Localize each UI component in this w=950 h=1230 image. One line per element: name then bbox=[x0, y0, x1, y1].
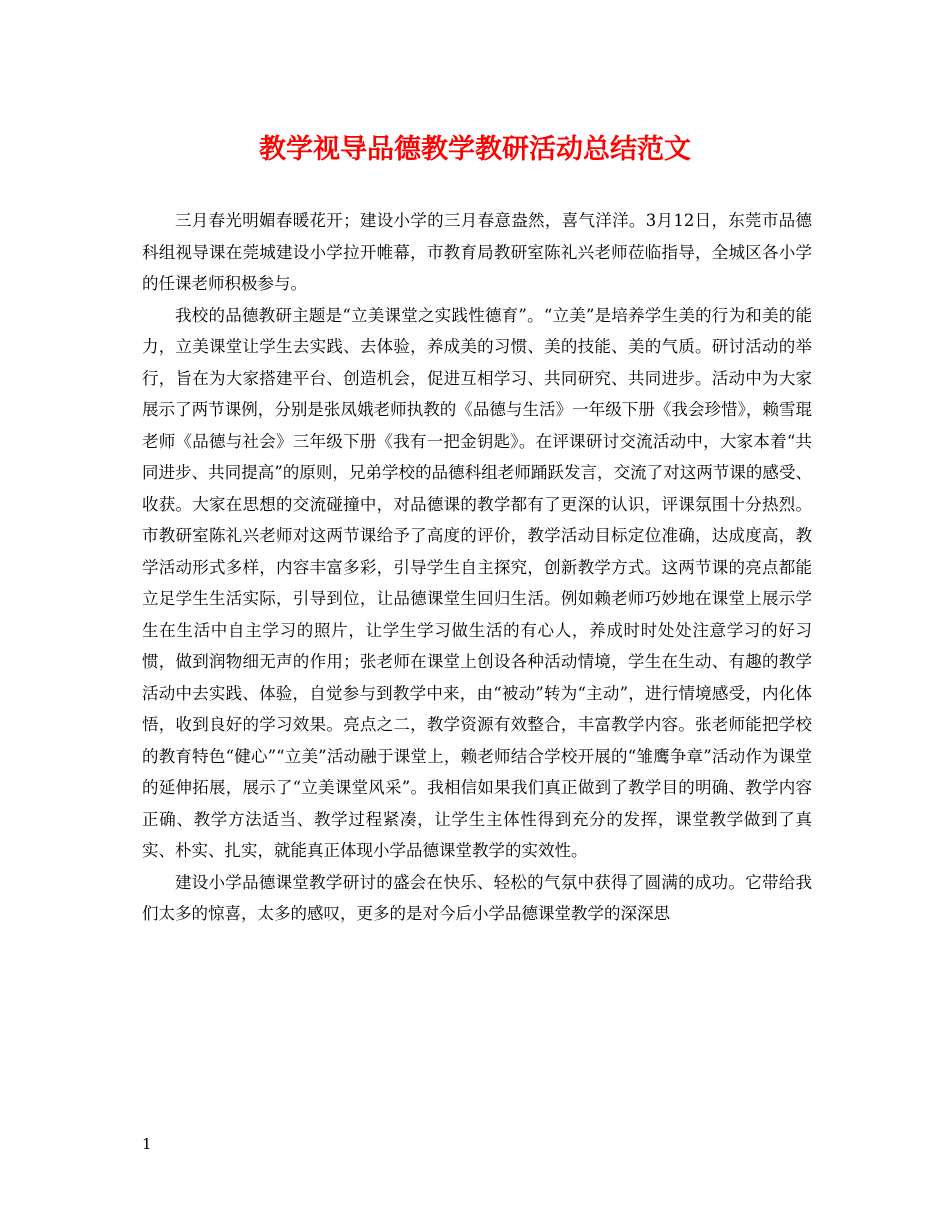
page-number: 1 bbox=[142, 1135, 152, 1153]
document-body bbox=[142, 205, 812, 930]
paragraph-2: 我校的品德教研主题是“立美课堂之实践性德育”。“立美”是培养学生美的行为和美的能力，立美课堂让学生去实践、去体验，养成美的习惯、美的技能、美的气质。研讨活动的举行，旨在为大家搭建平台、创造机会，促进互相学习、共同研究、共同进步。活动中为大家展示了两节课例，分别是张凤娥老师执教的《品德与生活》一年级下册《我会珍惜》，赖雪琨老师《品德与社会》三年级下册《我有一把金钥匙》。在评课研讨交流活动中，大家本着“共同进步、共同提高”的原则，兄弟学校的品德科组老师踊跃发言，交流了对这两节课的感受、收获。大家在思想的交流碰撞中，对品德课的教学都有了更深的认识，评课氛围十分热烈。市教研室陈礼兴老师对这两节课给予了高度的评价，教学活动目标定位准确，达成度高，教学活动形式多样，内容丰富多彩，引导学生自主探究，创新教学方式。这两节课的亮点都能立足学生生活实际，引导到位，让品德课堂生回归生活。例如赖老师巧妙地在课堂上展示学生在生活中自主学习的照片，让学生学习做生活的有心人，养成时时处处注意学习的好习惯，做到润物细无声的作用；张老师在课堂上创设各种活动情境，学生在生动、有趣的教学活动中去实践、体验，自觉参与到教学中来，由“被动”转为“主动”，进行情境感受，内化体悟，收到良好的学习效果。亮点之二，教学资源有效整合，丰富教学内容。张老师能把学校的教育特色“健心”“立美”活动融于课堂上，赖老师结合学校开展的“雏鹰争章”活动作为课堂的延伸拓展，展示了“立美课堂风采”。我相信如果我们真正做到了教学目的明确、教学内容正确、教学方法适当、教学过程紧凑，让学生主体性得到充分的发挥，课堂教学做到了真实、朴实、扎实，就能真正体现小学品德课堂教学的实效性。 bbox=[142, 305, 812, 860]
paragraph-3: 建设小学品德课堂教学研讨的盛会在快乐、轻松的气氛中获得了圆满的成功。它带给我们太多的惊喜，太多的感叹，更多的是对今后小学品德课堂教学的深深思 bbox=[142, 872, 812, 923]
document-title: 教学视导品德教学教研活动总结范文 bbox=[259, 134, 691, 165]
paragraph-1: 三月春光明媚春暖花开；建设小学的三月春意盎然，喜气洋洋。3月12日，东莞市品德科组视导课在莞城建设小学拉开帷幕，市教育局教研室陈礼兴老师莅临指导，全城区各小学的任课老师积极参与。 bbox=[142, 211, 812, 293]
